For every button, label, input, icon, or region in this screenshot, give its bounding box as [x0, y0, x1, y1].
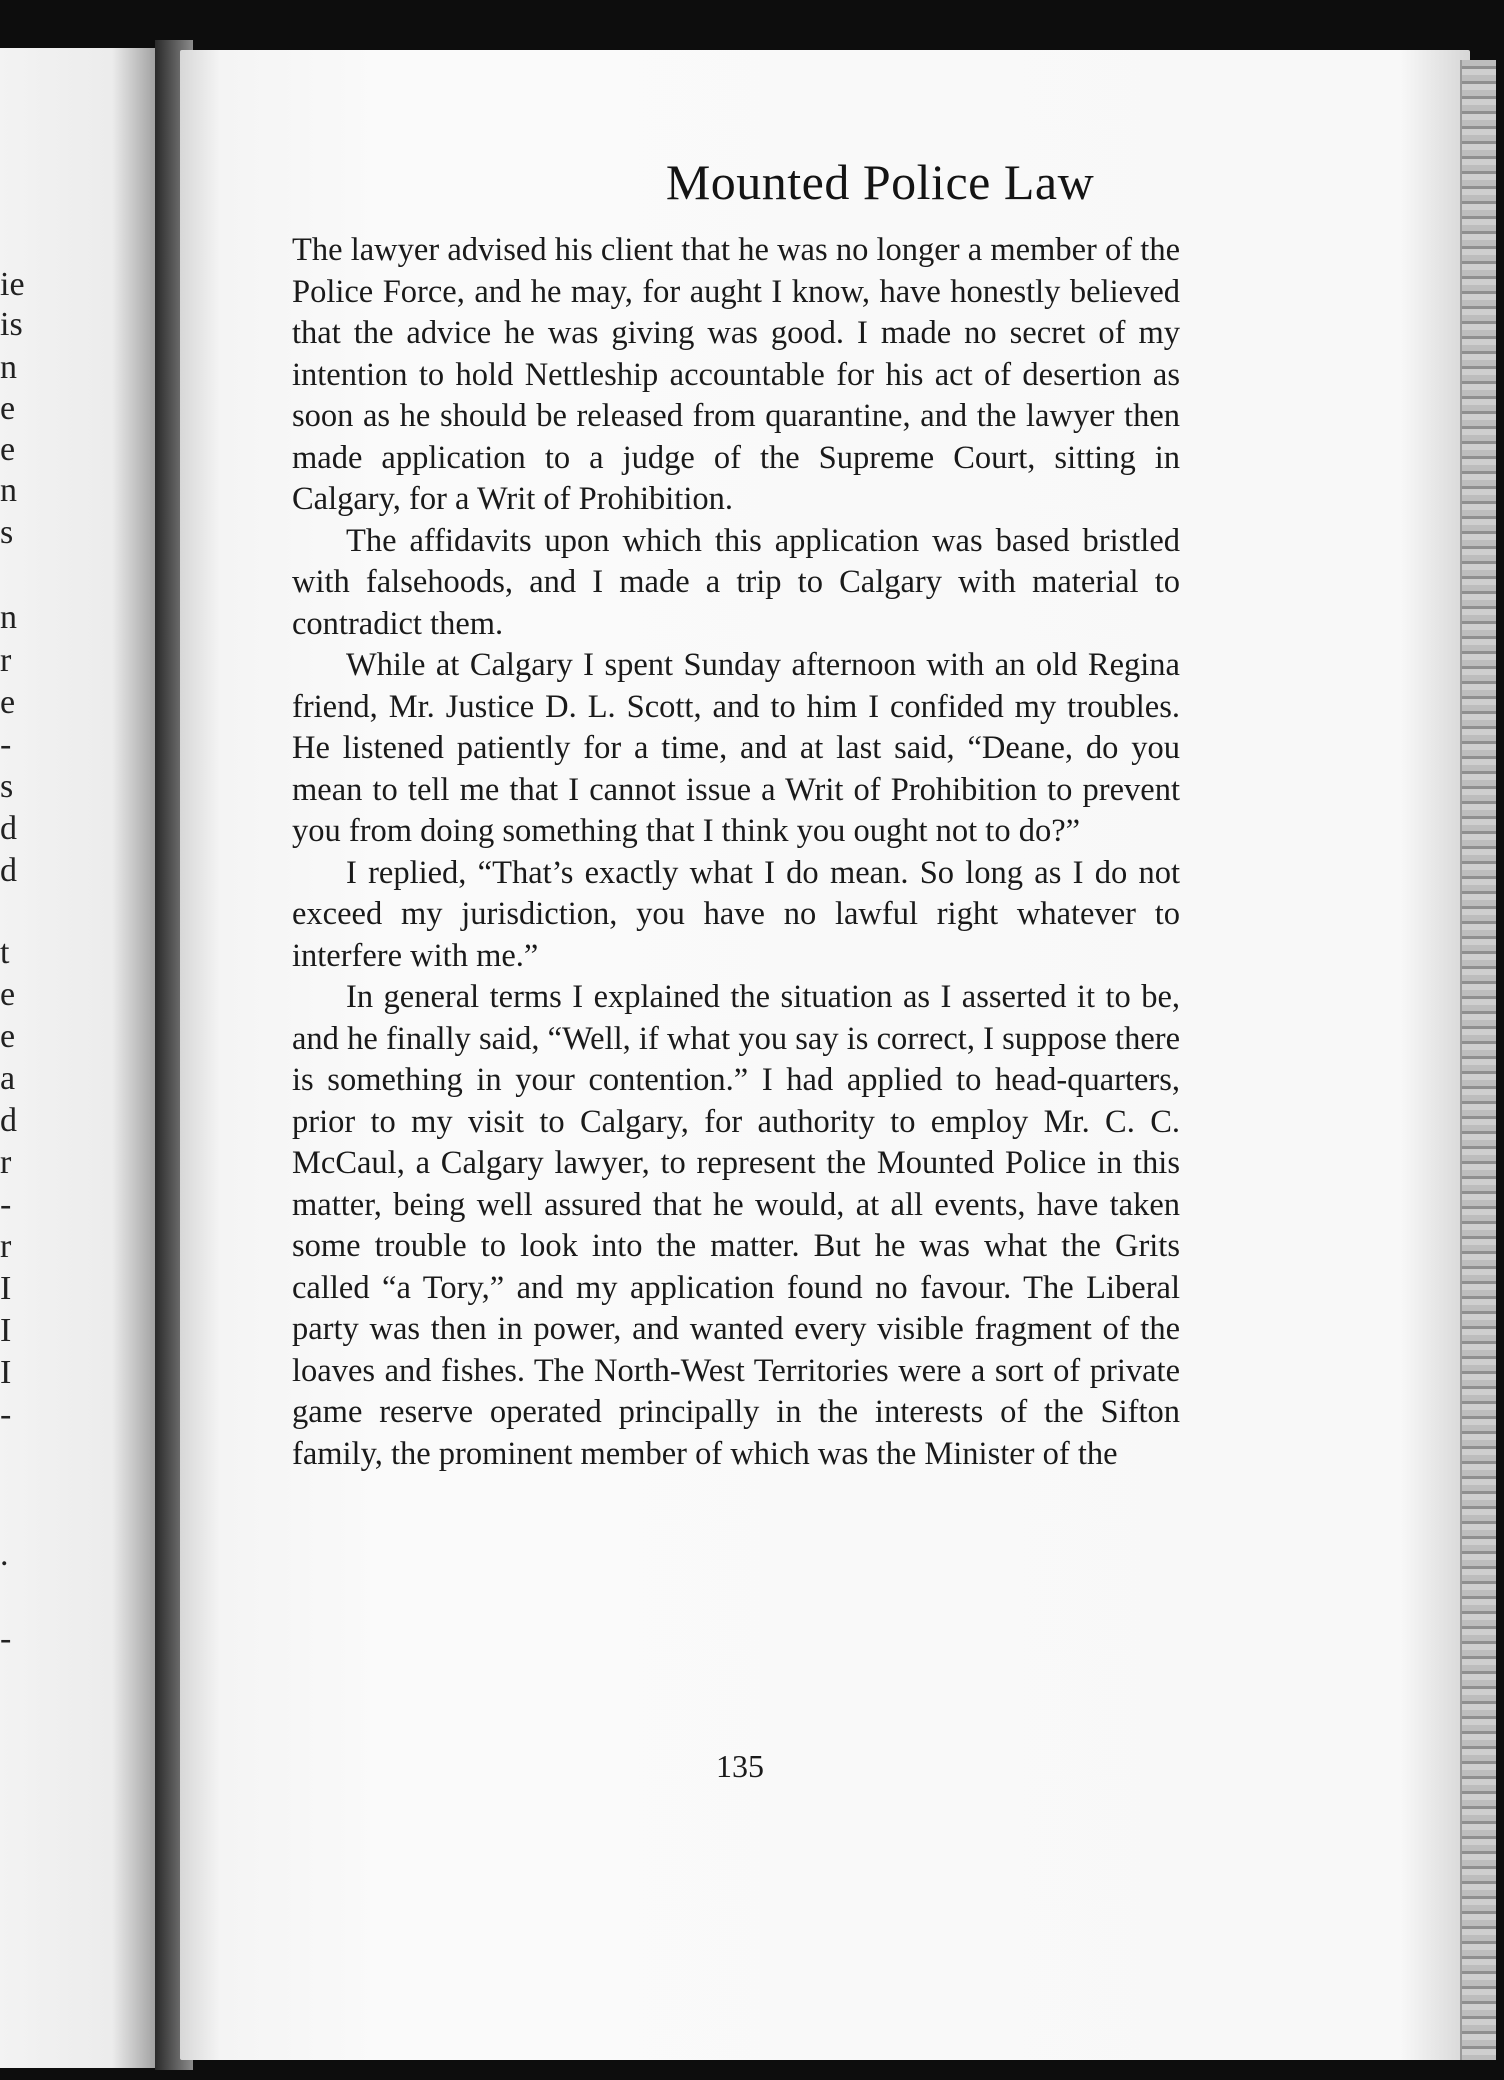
running-head: Mounted Police Law — [665, 154, 1095, 210]
paragraph: While at Calgary I spent Sunday afternoon with an old Regina friend, Mr. Justice D. L. Scott, and to him I confided my troubles. He listened patiently for a time, and at last said, “Deane, do you mean to tell me that I cannot issue a Writ of Prohibition to prevent you from doing something that I think you ought not to do?” — [292, 647, 1180, 849]
facing-page-fragment: d — [0, 852, 17, 889]
facing-page-fragment: is — [0, 306, 23, 343]
facing-page-fragment: e — [0, 976, 16, 1013]
facing-page-fragment: I — [0, 1312, 12, 1349]
facing-page-fragment: a — [0, 1060, 16, 1097]
facing-page-fragment: n — [0, 599, 17, 636]
facing-page-fragment: s — [0, 514, 14, 551]
facing-page-fragment: n — [0, 349, 17, 386]
page-number: 135 — [716, 1748, 764, 1784]
facing-page-fragment: ie — [0, 266, 25, 303]
paragraph: In general terms I explained the situation as I asserted it to be, and he finally said, “Well, if what you say is correct, I suppose there is something in your contention.” I had applied to head-quarters, prior to my visit to Calgary, for authority to employ Mr. C. C. McCaul, a Calgary lawyer, to represent the Mounted Police in this matter, being well assured that he would, at all events, have taken some trouble to look into the matter. But he was what the Grits called “a Tory,” and my application found no favour. The Liberal party was then in power, and wanted every visible fragment of the loaves and fishes. The North-West Territories were a sort of private game reserve operated principally in the interests of the Sifton family, the prominent member of which was the Minister of the — [292, 979, 1180, 1472]
body-text — [292, 230, 1180, 1475]
facing-page-fragment: r — [0, 642, 12, 679]
facing-page-fragment: d — [0, 1102, 17, 1139]
facing-page-fragment: - — [0, 726, 12, 763]
facing-page-fragment: - — [0, 1396, 12, 1433]
facing-page-fragment: I — [0, 1270, 12, 1307]
facing-page-fragment: . — [0, 1536, 9, 1573]
facing-page-edge — [0, 48, 160, 2068]
facing-page-fragment: s — [0, 768, 14, 805]
facing-page-fragment: r — [0, 1144, 12, 1181]
facing-page-fragment: e — [0, 1018, 16, 1055]
page-edge-right — [1460, 60, 1496, 2060]
facing-page-fragment: - — [0, 1620, 12, 1657]
facing-page-fragment: - — [0, 1186, 12, 1223]
facing-page-fragment: e — [0, 390, 16, 427]
facing-page-fragment: t — [0, 934, 10, 971]
paragraph: The affidavits upon which this application was based bristled with falsehoods, and I made a trip to Calgary with material to contradict them. — [292, 522, 1180, 642]
facing-page-fragment: n — [0, 472, 17, 509]
paragraph: The lawyer advised his client that he was no longer a member of the Police Force, and he may, for aught I know, have honestly believed that the advice he was giving was good. I made no secret of my intention to hold Nettleship accountable for his act of desertion as soon as he should be released from quarantine, and the lawyer then made application to a judge of the Supreme Court, sitting in Calgary, for a Writ of Prohibition. — [292, 232, 1180, 517]
paragraph: I replied, “That’s exactly what I do mean. So long as I do not exceed my jurisdiction, you have no lawful right whatever to interfere with me.” — [292, 854, 1180, 974]
facing-page-fragment: e — [0, 684, 16, 721]
facing-page-fragment: I — [0, 1354, 12, 1391]
facing-page-fragment: e — [0, 431, 16, 468]
facing-page-fragment: r — [0, 1228, 12, 1265]
facing-page-fragment: d — [0, 810, 17, 847]
